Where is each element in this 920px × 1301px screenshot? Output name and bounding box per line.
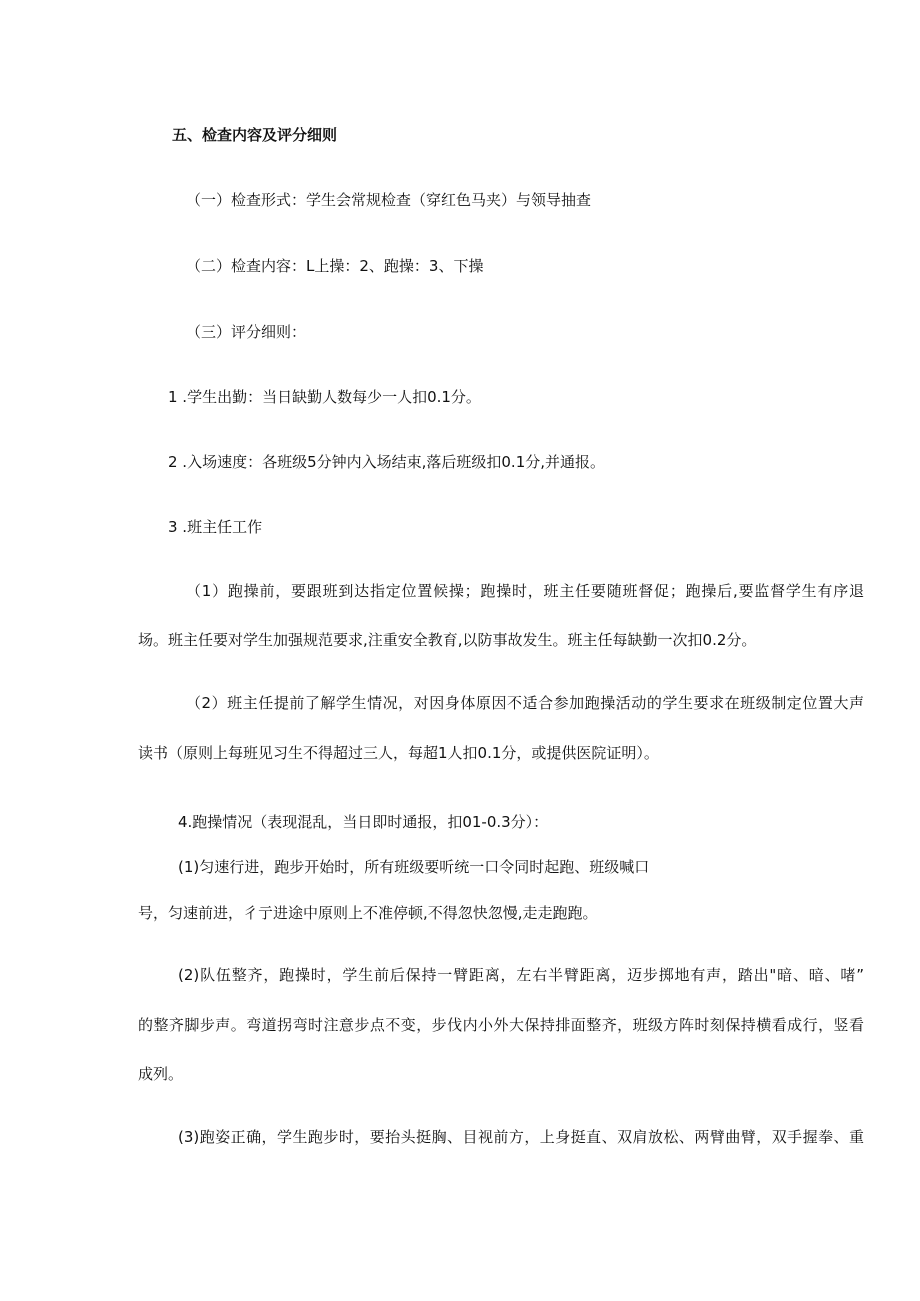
section-heading: 五、检查内容及评分细则	[172, 126, 338, 144]
paragraph-line: 读书（原则上每班见习生不得超过三人，每超1人扣0.1分，或提供医院证明）。	[138, 744, 659, 762]
item-inspection-content: （二）检查内容：L上操：2、跑操：3、下操	[186, 257, 484, 275]
item-inspection-form: （一）检查形式：学生会常规检查（穿红色马夹）与领导抽查	[186, 191, 592, 209]
paragraph-line: 的整齐脚步声。弯道拐弯时注意步点不变，步伐内小外大保持排面整齐，班级方阵时刻保持横看成行，竖看	[138, 1016, 864, 1034]
paragraph-line: (2)队伍整齐，跑操时，学生前后保持一臂距离，左右半臂距离，迈步掷地有声，踏出"暗、暗、啫”	[178, 966, 864, 984]
paragraph-line: (3)跑姿正确，学生跑步时，要抬头挺胸、目视前方，上身挺直、双肩放松、两臂曲臂，双手握拳、重	[178, 1128, 864, 1146]
item-scoring-rules: （三）评分细则：	[186, 323, 307, 341]
paragraph-line: （2）班主任提前了解学生情况，对因身体原因不适合参加跑操活动的学生要求在班级制定位置大声	[186, 694, 864, 712]
rule-entry-speed: 2 .入场速度：各班级5分钟内入场结束,落后班级扣0.1分,并通报。	[168, 453, 606, 471]
paragraph-line: 成列。	[138, 1065, 184, 1083]
rule-attendance: 1 .学生出勤：当日缺勤人数每少一人扣0.1分。	[168, 388, 481, 406]
paragraph-line: (1)匀速行进，跑步开始时，所有班级要听统一口令同时起跑、班级喊口	[178, 858, 650, 876]
paragraph-line: 号，匀速前进，彳亍进途中原则上不准停顿,不得忽快忽慢,走走跑跑。	[138, 904, 598, 922]
rule-headteacher-work: 3 .班主任工作	[168, 518, 263, 536]
paragraph-line: （1）跑操前，要跟班到达指定位置候操；跑操时，班主任要随班督促；跑操后,要监督学生有序退	[186, 582, 864, 600]
section-running-status: 4.跑操情况（表现混乱，当日即时通报，扣01-0.3分）：	[178, 813, 549, 831]
paragraph-line: 场。班主任要对学生加强规范要求,注重安全教育,以防事故发生。班主任每缺勤一次扣0.2分。	[138, 631, 757, 649]
